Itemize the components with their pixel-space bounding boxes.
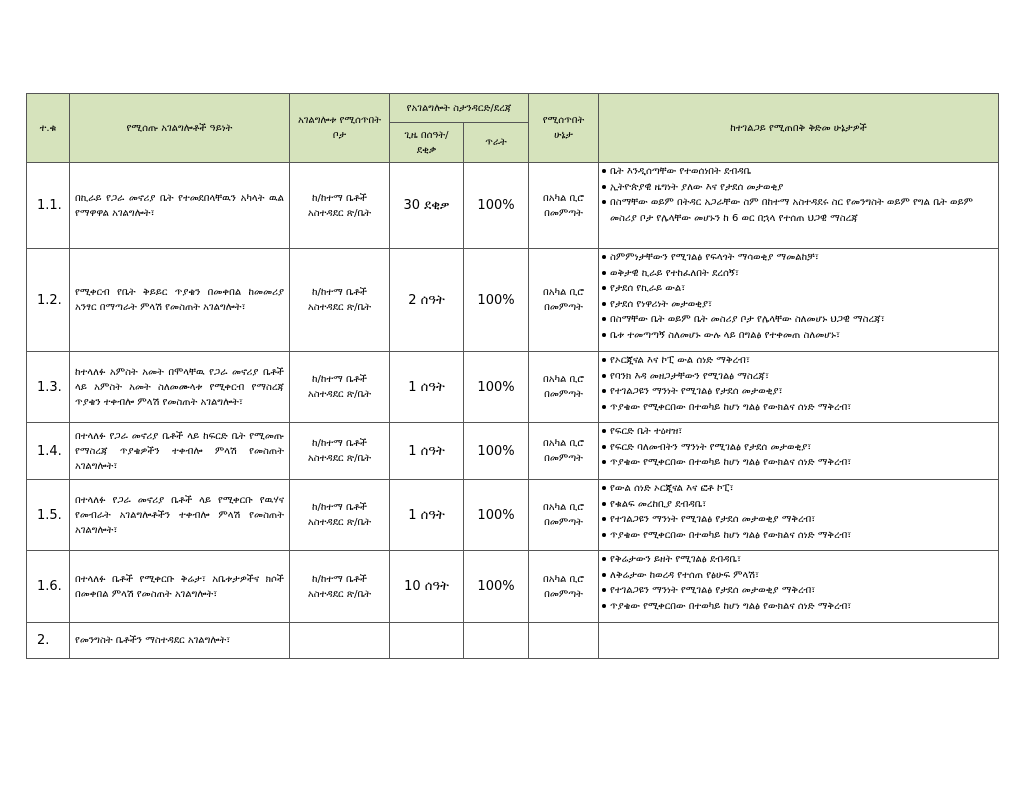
row-number: 1.3.	[27, 352, 70, 423]
delivery-mode	[529, 623, 599, 659]
delivery-mode: በአካል ቢሮ በመምጣት	[529, 423, 599, 480]
service-time: 1 ሰዓት	[390, 480, 464, 551]
header-service-standard: የአገልግሎት ስታንዳርድ/ደረጃ	[390, 94, 529, 123]
requirements-list	[602, 481, 995, 543]
requirement-item: በስማቸው ቤት ወይም ቤት መስሪያ ቦታ የሌላቸው ስለመሆኑ ህጋዊ ማስረጃ፣	[602, 312, 995, 328]
service-quality	[464, 623, 529, 659]
service-place: ከ/ከተማ ቤቶች አስተዳደር ጽ/ቤት	[290, 352, 390, 423]
requirement-item: በስማቸው ወይም በትዳር አጋራቸው ስም በከተማ አስተዳደሩ ስር የመንግስት ወይም የግል ቤት ወይም መስሪያ ቦታ የሌላቸው መሆኑን ከ 6 ወር በኋላ የተሰጠ ህጋዊ ማስረጃ	[602, 195, 995, 226]
service-name: ከተላለፉ አምስት አመት በሞላቸዉ የጋራ መኖሪያ ቤቶች ላይ አምስት አመት ስለመሙላቱ የሚቀርብ የማስረጃ ጥያቄን ተቀብሎ ምላሽ የመስጠት አገልግሎት፣	[70, 352, 290, 423]
service-place: ከ/ከተማ ቤቶች አስተዳደር ጽ/ቤት	[290, 249, 390, 352]
service-quality: 100%	[464, 480, 529, 551]
requirement-item: ጥያቄው የሚቀርበው በተወካይ ከሆነ ግልፅ የውክልና ሰነድ ማቅረብ፣	[602, 599, 995, 615]
header-delivery-mode: የሚሰጥበት ሁኔታ	[529, 94, 599, 163]
row-number: 1.5.	[27, 480, 70, 551]
requirement-item: ወቅታዊ ኪራይ የተከፈለበት ደረሰኝ፣	[602, 266, 995, 282]
requirements-list	[602, 552, 995, 614]
row-number: 1.4.	[27, 423, 70, 480]
requirement-item: የውል ሰነድ ኦርጂናል እና ፎቶ ኮፒ፣	[602, 481, 995, 497]
service-name: የሚቀርብ የቤት ቅይይር ጥያቄን በመቀበል ከመመሪያ አንፃር በማጣራት ምላሽ የመስጠት አገልግሎት፣	[70, 249, 290, 352]
requirement-item: ቤት እንዲሰጣቸው የተወሰነበት ደብዳቤ	[602, 164, 995, 180]
header-quality: ጥራት	[464, 123, 529, 163]
service-time: 30 ደቂቃ	[390, 163, 464, 249]
service-time: 1 ሰዓት	[390, 352, 464, 423]
service-time	[390, 623, 464, 659]
requirement-item: የታደሰ የኪራይ ውል፣	[602, 281, 995, 297]
header-number: ተ.ቁ	[27, 94, 70, 163]
table-row	[27, 352, 999, 423]
table-body	[27, 163, 999, 659]
service-quality: 100%	[464, 249, 529, 352]
service-name: በተላለፉ የጋራ መኖሪያ ቤቶች ላይ የሚቀርቡ የዉሃና የመብራት አገልግሎቶችን ተቀብሎ ምላሽ የመስጠት አገልግሎት፣	[70, 480, 290, 551]
service-place: ከ/ከተማ ቤቶች አስተዳደር ጽ/ቤት	[290, 551, 390, 623]
requirements-cell	[599, 352, 999, 423]
requirement-item: ጥያቄው የሚቀርበው በተወካይ ከሆነ ግልፅ የውክልና ሰነድ ማቅረብ፣	[602, 400, 995, 416]
delivery-mode: በአካል ቢሮ በመምጣት	[529, 352, 599, 423]
service-quality: 100%	[464, 352, 529, 423]
row-number: 1.2.	[27, 249, 70, 352]
table-row	[27, 423, 999, 480]
row-number: 1.6.	[27, 551, 70, 623]
service-standards-table	[26, 93, 999, 659]
service-time: 2 ሰዓት	[390, 249, 464, 352]
header-service-place: አገልግሎቱ የሚሰጥበት ቦታ	[290, 94, 390, 163]
service-quality: 100%	[464, 163, 529, 249]
delivery-mode: በአካል ቢሮ በመምጣት	[529, 551, 599, 623]
requirements-cell	[599, 423, 999, 480]
service-quality: 100%	[464, 423, 529, 480]
delivery-mode: በአካል ቢሮ በመምጣት	[529, 249, 599, 352]
requirement-item: የተገልጋዩን ማንነት የሚገልፅ የታደሰ መታወቂያ ማቅረብ፣	[602, 512, 995, 528]
service-name: በተላለፉ የጋራ መኖሪያ ቤቶች ላይ ከፍርድ ቤት የሚመጡ የማስረጃ ጥያቄዎችን ተቀብሎ ምላሽ የመስጠት አገልግሎት፣	[70, 423, 290, 480]
service-time: 10 ሰዓት	[390, 551, 464, 623]
requirements-cell	[599, 623, 999, 659]
requirement-item: ጥያቄው የሚቀርበው በተወካይ ከሆነ ግልፅ የውክልና ሰነድ ማቅረብ፣	[602, 455, 995, 471]
requirement-item: ኢትዮጵያዊ ዜግነት ያለው እና የታደሰ መታወቂያ	[602, 180, 995, 196]
requirements-list	[602, 250, 995, 343]
requirements-cell	[599, 551, 999, 623]
requirements-cell	[599, 163, 999, 249]
requirement-item: ቤቱ ተመጣጣኝ ስለመሆኑ ውሉ ላይ በግልፅ የተቀመጠ ስለመሆኑ፣	[602, 328, 995, 344]
requirement-item: የፍርድ ቤት ተዕዛዝ፣	[602, 424, 995, 440]
table-row	[27, 480, 999, 551]
requirement-item: የቁልፍ መረከቢያ ደብዳቤ፣	[602, 497, 995, 513]
requirement-item: የባንክ እዳ መዘጋታቸውን የሚገልፅ ማስረጃ፣	[602, 369, 995, 385]
header-time: ጊዜ በሰዓት/ ደቂቃ	[390, 123, 464, 163]
requirement-item: ስምምነታቸውን የሚገልፅ የፍላጎት ማሳወቂያ ማመልከቻ፣	[602, 250, 995, 266]
requirement-item: የታደሰ የነዋሪነት መታወቂያ፣	[602, 297, 995, 313]
table-row	[27, 249, 999, 352]
service-name: በተላለፉ ቤቶች የሚቀርቡ ቅሬታ፣ አቤቱታዎችና ክሶች በመቀበል ምላሽ የመስጠት አገልግሎት፣	[70, 551, 290, 623]
table-row	[27, 623, 999, 659]
header-requirements: ከተገልጋይ የሚጠበቅ ቅድመ ሁኔታዎች	[599, 94, 999, 163]
service-name: የመንግስት ቤቶችን ማስተዳደር አገልግሎት፣	[70, 623, 290, 659]
requirements-list	[602, 353, 995, 415]
table-row	[27, 163, 999, 249]
requirement-item: ጥያቄው የሚቀርበው በተወካይ ከሆነ ግልፅ የውክልና ሰነድ ማቅረብ፣	[602, 528, 995, 544]
requirements-list	[602, 164, 995, 226]
service-name: በኪራይ የጋራ መኖሪያ ቤት የተመደበላቸዉን አካላት ዉል የማዋዋል አገልግሎት፣	[70, 163, 290, 249]
service-place: ከ/ከተማ ቤቶች አስተዳደር ጽ/ቤት	[290, 163, 390, 249]
requirement-item: የተገልጋዩን ማንነት የሚገልፅ የታደሰ መታወቂያ፣	[602, 384, 995, 400]
requirement-item: የቅሬታውን ይዘት የሚገልፅ ደብዳቤ፣	[602, 552, 995, 568]
requirement-item: ለቅሬታው ከወረዳ የተሰጠ የፅሁፍ ምላሽ፣	[602, 568, 995, 584]
delivery-mode: በአካል ቢሮ በመምጣት	[529, 163, 599, 249]
requirements-cell	[599, 249, 999, 352]
requirement-item: የተገልጋዩን ማንነት የሚገልፅ የታደሰ መታወቂያ ማቅረብ፣	[602, 583, 995, 599]
delivery-mode: በአካል ቢሮ በመምጣት	[529, 480, 599, 551]
requirements-list	[602, 424, 995, 471]
header-service-type: የሚሰጡ አገልግሎቶች ዓይነት	[70, 94, 290, 163]
requirement-item: የፍርድ ባለመብትን ማንነት የሚገልፅ የታደሰ መታወቂያ፣	[602, 440, 995, 456]
service-place: ከ/ከተማ ቤቶች አስተዳደር ጽ/ቤት	[290, 480, 390, 551]
service-time: 1 ሰዓት	[390, 423, 464, 480]
table-row	[27, 551, 999, 623]
service-place	[290, 623, 390, 659]
row-number: 1.1.	[27, 163, 70, 249]
requirements-cell	[599, 480, 999, 551]
service-quality: 100%	[464, 551, 529, 623]
service-place: ከ/ከተማ ቤቶች አስተዳደር ጽ/ቤት	[290, 423, 390, 480]
row-number: 2.	[27, 623, 70, 659]
requirement-item: የኦርጂናል እና ኮፒ ውል ሰነድ ማቅረብ፣	[602, 353, 995, 369]
